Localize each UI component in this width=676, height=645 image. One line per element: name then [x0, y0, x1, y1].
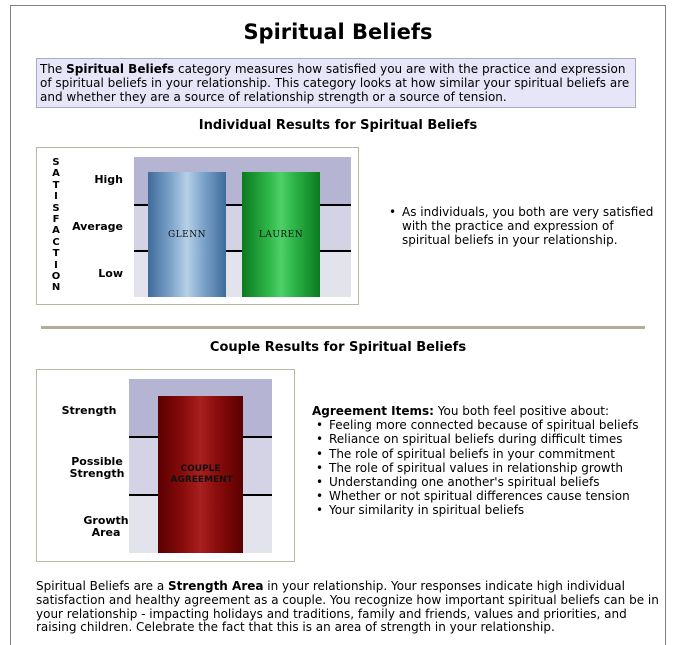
list-item: • Feeling more connected because of spiritual beliefs: [316, 418, 662, 432]
intro-text: category measures how satisfied you are with the practice and expression of spiritual beliefs in your relationship. This category looks at how similar your spiritual beliefs are and whether they are a source of relationship strength or a source of tension.: [40, 62, 630, 104]
level-label-low: Low: [98, 267, 123, 280]
summary-bold: Strength Area: [168, 579, 264, 593]
bar-lauren-label: LAUREN: [258, 229, 304, 240]
axis-letter: T: [52, 248, 60, 260]
couple-heading: Couple Results for Spiritual Beliefs: [209, 340, 467, 355]
axis-letter: N: [51, 282, 61, 294]
list-item: • Reliance on spiritual beliefs during difficult times: [316, 432, 662, 446]
agreement-heading: [312, 404, 662, 418]
level-label-average: Average: [72, 220, 123, 233]
summary-text: in your relationship. Your responses indicate high individual satisfaction and healthy agreement as a couple. You recognize how important spiritual beliefs can be in your relationship - impacting holidays and traditions, family and friends, values and priorities, and raising children. Celebrate the fact that this is an area of strength in your relationship.: [36, 579, 659, 635]
axis-letter: T: [52, 179, 60, 191]
axis-letter: I: [54, 191, 58, 203]
agreement-items: [312, 404, 662, 518]
individual-chart: [36, 147, 359, 305]
level-label-growth-area: Growth Area: [83, 514, 129, 539]
agreement-label: Agreement Items:: [312, 404, 434, 418]
couple-chart: [36, 369, 295, 562]
individual-bullet: • As individuals, you both are very satisfied with the practice and expression of spiritual beliefs in your relationship.: [389, 205, 659, 247]
list-item: • The role of spiritual beliefs in your commitment: [316, 447, 662, 461]
intro-box: [36, 58, 636, 108]
individual-heading: Individual Results for Spiritual Beliefs: [198, 118, 478, 133]
axis-letter: A: [52, 168, 60, 180]
satisfaction-axis-label: [51, 157, 61, 294]
level-label-strength: Strength: [61, 404, 117, 417]
list-item: • Whether or not spiritual differences cause tension: [316, 489, 662, 503]
bar-glenn: [148, 172, 226, 297]
axis-letter: A: [52, 225, 60, 237]
bar-lauren: [242, 172, 320, 297]
list-item: • Understanding one another's spiritual beliefs: [316, 475, 662, 489]
individual-plot-area: [134, 157, 351, 297]
axis-letter: F: [52, 214, 60, 226]
couple-bar-label: COUPLE AGREEMENT: [170, 463, 233, 485]
bar-glenn-label: GLENN: [168, 229, 206, 240]
couple-plot-area: [129, 379, 272, 553]
level-label-high: High: [94, 173, 123, 186]
page-title: Spiritual Beliefs: [243, 20, 433, 44]
axis-letter: C: [52, 236, 60, 248]
agreement-intro: You both feel positive about:: [433, 404, 610, 418]
list-item: • Your similarity in spiritual beliefs: [316, 503, 662, 517]
bar-couple-agreement: [158, 396, 243, 553]
level-label-possible-strength: Possible Strength: [69, 455, 125, 480]
agreement-list: [312, 418, 662, 517]
axis-letter: S: [52, 202, 60, 214]
report-page: [10, 5, 666, 645]
summary-prefix: Spiritual Beliefs are a: [36, 579, 168, 593]
summary-paragraph: [36, 580, 662, 635]
axis-letter: I: [54, 259, 58, 271]
intro-bold: Spiritual Beliefs: [66, 62, 175, 76]
axis-letter: S: [52, 157, 60, 168]
axis-letter: O: [51, 271, 61, 283]
intro-prefix: The: [40, 62, 67, 76]
list-item: • The role of spiritual values in relationship growth: [316, 461, 662, 475]
section-divider: [41, 326, 645, 329]
individual-summary: [389, 205, 659, 247]
